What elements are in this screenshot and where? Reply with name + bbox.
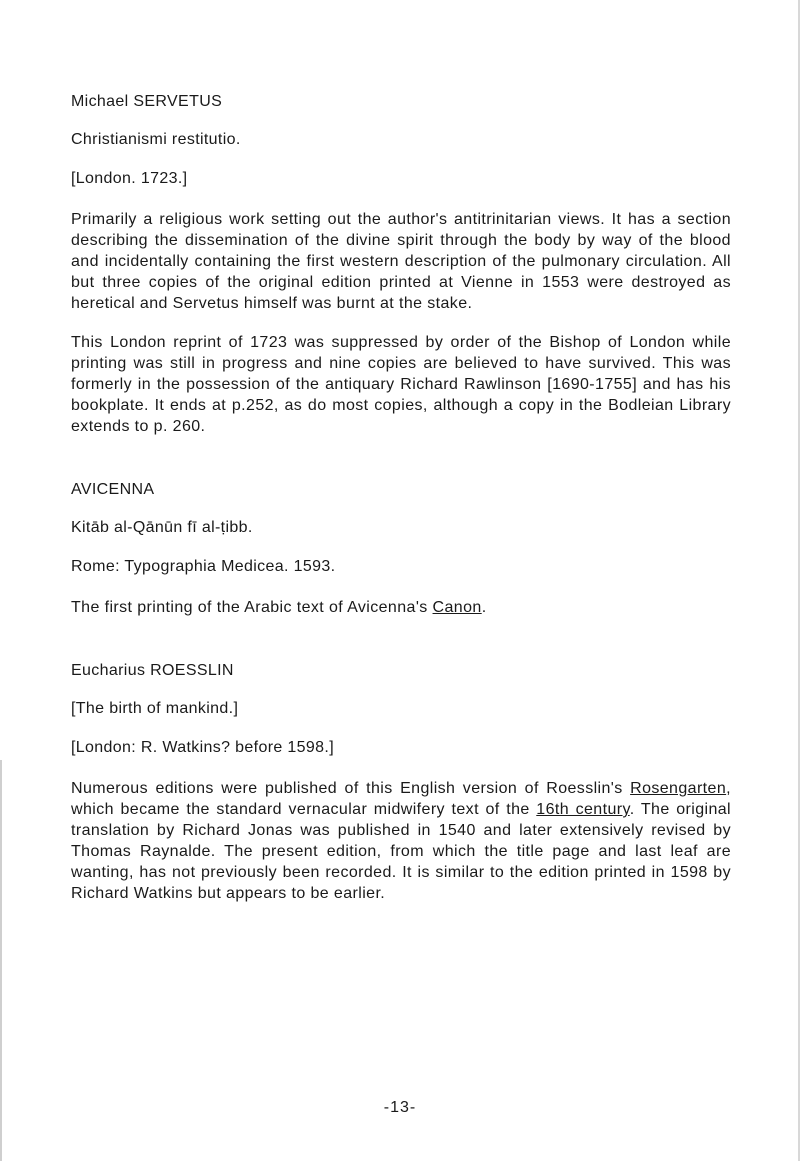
catalogue-entry-roesslin bbox=[71, 660, 731, 904]
underlined-title: Canon bbox=[432, 599, 482, 616]
catalogue-entry-servetus bbox=[71, 91, 731, 437]
description-text: Numerous editions were published of this English version of Roesslin's bbox=[71, 780, 631, 797]
description-text: , which became the standard vernacular midwifery text of the bbox=[71, 780, 731, 818]
entry-imprint: [London. 1723.] bbox=[71, 170, 188, 187]
entry-description bbox=[71, 597, 731, 618]
underlined-term: 16th century bbox=[536, 801, 630, 818]
description-text: . The original translation by Richard Jonas was published in 1540 and later extensively revised by Thomas Raynalde. The present edition, from which the title page and last leaf are wanting, has not previously been recorded. It is similar to the edition printed in 1598 by Richard Watkins but appears to be earlier. bbox=[71, 801, 731, 902]
entry-description: This London reprint of 1723 was suppressed by order of the Bishop of London while printing was still in progress and nine copies are believed to have survived. This was formerly in the possession of the antiquary Richard Rawlinson [1690-1755] and has his bookplate. It ends at p.252, as do most copies, although a copy in the Bodleian Library extends to p. 260. bbox=[71, 334, 731, 435]
entry-description bbox=[71, 778, 731, 904]
entry-author: Michael SERVETUS bbox=[71, 93, 223, 110]
note-text: The first printing of the Arabic text of Avicenna's bbox=[71, 599, 433, 616]
entry-title: Kitāb al-Qānūn fī al-ṭibb. bbox=[71, 519, 253, 536]
entry-title: [The birth of mankind.] bbox=[71, 700, 239, 717]
note-text: . bbox=[481, 599, 487, 616]
catalogue-entry-avicenna bbox=[71, 479, 731, 618]
entry-title: Christianismi restitutio. bbox=[71, 131, 241, 148]
catalogue-entries bbox=[71, 91, 731, 904]
entry-imprint: Rome: Typographia Medicea. 1593. bbox=[71, 558, 336, 575]
entry-imprint: [London: R. Watkins? before 1598.] bbox=[71, 739, 335, 756]
entry-description: Primarily a religious work setting out the author's antitrinitarian views. It has a section describing the dissemination of the divine spirit through the body by way of the blood and incidentally containing the first western description of the pulmonary circulation. All but three copies of the original edition printed at Vienne in 1553 were destroyed as heretical and Servetus himself was burnt at the stake. bbox=[71, 211, 731, 312]
entry-author: AVICENNA bbox=[71, 481, 155, 498]
entry-author: Eucharius ROESSLIN bbox=[71, 662, 234, 679]
page-number: -13- bbox=[383, 1099, 417, 1116]
underlined-title: Rosengarten bbox=[630, 780, 727, 797]
